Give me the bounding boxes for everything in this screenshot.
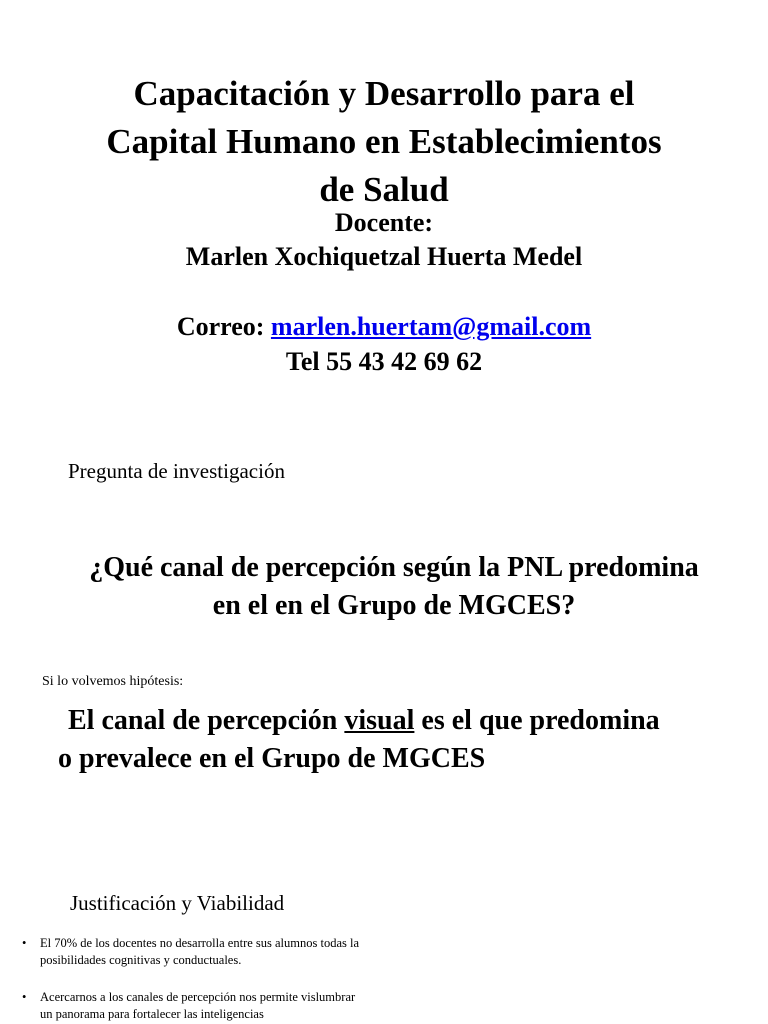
document-title bbox=[0, 70, 768, 214]
docente-label: Docente: bbox=[334, 208, 434, 237]
hypothesis-text-before: El canal de percepción bbox=[68, 705, 345, 736]
email-label: Correo: bbox=[176, 312, 271, 341]
title-line-2: Capital Humano en Establecimientos bbox=[106, 122, 662, 161]
list-item bbox=[22, 989, 362, 1023]
justificacion-list bbox=[22, 935, 362, 1024]
question-line-2: en el en el Grupo de MGCES? bbox=[212, 590, 576, 621]
phone-line: Tel 55 43 42 69 62 bbox=[285, 347, 483, 376]
hypothesis-line-1 bbox=[68, 702, 660, 740]
bullet-icon: • bbox=[22, 990, 27, 1004]
hipotesis-heading: Si lo volvemos hipótesis: bbox=[42, 674, 184, 689]
hypothesis-line-2: o prevalece en el Grupo de MGCES bbox=[58, 743, 486, 774]
hypothesis-text-after: es el que predomina bbox=[414, 705, 660, 736]
question-line-1: ¿Qué canal de percepción según la PNL predomina bbox=[89, 552, 699, 583]
title-line-1: Capacitación y Desarrollo para el bbox=[133, 74, 635, 113]
pregunta-heading: Pregunta de investigación bbox=[68, 459, 285, 483]
hypothesis-emphasis: visual bbox=[344, 705, 415, 736]
list-item-text: Acercarnos a los canales de percepción nos permite vislumbrar un panorama para fortalecer las inteligencias bbox=[40, 990, 356, 1021]
research-question bbox=[0, 549, 768, 625]
list-item-text: El 70% de los docentes no desarrolla entre sus alumnos todas la posibilidades cognitivas y conductuales. bbox=[40, 936, 360, 967]
title-line-3: de Salud bbox=[319, 170, 449, 209]
bullet-icon: • bbox=[22, 936, 27, 950]
email-line bbox=[0, 310, 768, 344]
email-link[interactable]: marlen.huertam@gmail.com bbox=[270, 312, 592, 341]
justificacion-heading: Justificación y Viabilidad bbox=[70, 891, 285, 915]
docente-name: Marlen Xochiquetzal Huerta Medel bbox=[185, 242, 583, 271]
list-item bbox=[22, 935, 362, 969]
